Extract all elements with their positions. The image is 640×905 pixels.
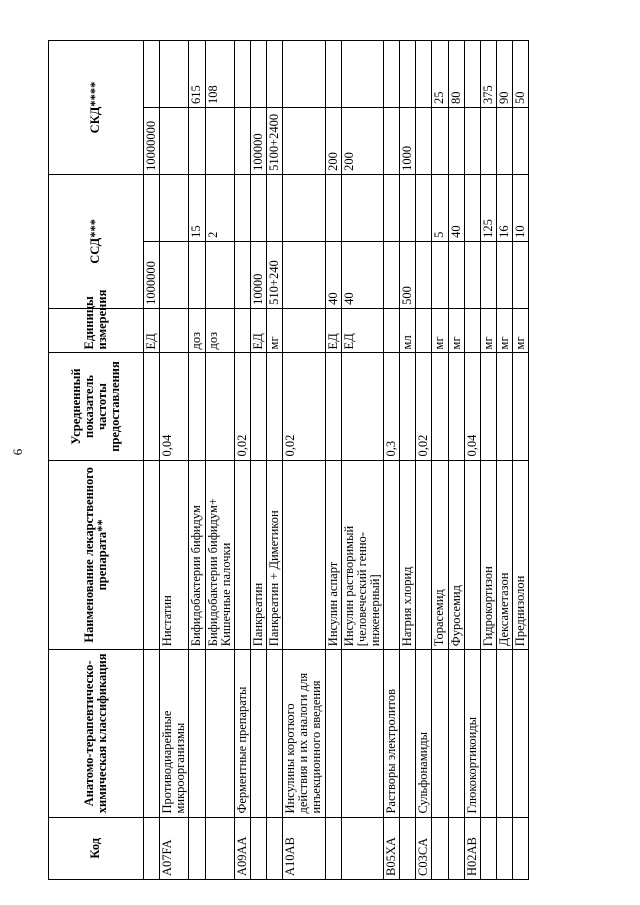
table-row xyxy=(448,41,464,880)
cell-ssd1 xyxy=(513,241,529,308)
cell-unit: доз xyxy=(205,308,234,353)
cell-skd1 xyxy=(448,107,464,174)
cell-ssd2: 125 xyxy=(480,174,496,241)
cell-atx: Глюкокортикоиды xyxy=(464,650,480,817)
table-header-row xyxy=(49,41,144,880)
cell-ssd2 xyxy=(234,174,250,241)
cell-ssd1 xyxy=(234,241,250,308)
cell-code: B05XA xyxy=(384,817,400,879)
cell-drug: Инсулин аспарт xyxy=(325,460,341,650)
cell-atx xyxy=(400,650,416,817)
cell-skd2: 80 xyxy=(448,41,464,108)
cell-ssd1: 40 xyxy=(325,241,341,308)
cell-code xyxy=(400,817,416,879)
table-row xyxy=(325,41,341,880)
cell-drug xyxy=(283,460,325,650)
cell-unit: ЕД xyxy=(341,308,383,353)
cell-unit xyxy=(160,308,189,353)
cell-unit: ЕД xyxy=(250,308,266,353)
cell-ssd2: 16 xyxy=(496,174,512,241)
header-skd: СКД**** xyxy=(49,41,144,175)
cell-atx xyxy=(432,650,448,817)
cell-ssd2 xyxy=(250,174,266,241)
cell-unit: ЕД xyxy=(325,308,341,353)
cell-ssd2 xyxy=(267,174,283,241)
cell-skd1: 5100+2400 xyxy=(267,107,283,174)
table-row xyxy=(513,41,529,880)
cell-unit: мг xyxy=(432,308,448,353)
cell-ssd2 xyxy=(160,174,189,241)
cell-ssd1 xyxy=(480,241,496,308)
page-number: 6 xyxy=(10,448,25,456)
cell-ssd2: 2 xyxy=(205,174,234,241)
header-freq: Усредненный показатель частоты предоставления xyxy=(49,353,144,460)
cell-drug: Бифидобактерии бифидум xyxy=(189,460,205,650)
cell-ssd1 xyxy=(205,241,234,308)
cell-freq xyxy=(513,353,529,460)
cell-drug: Торасемид xyxy=(432,460,448,650)
cell-code xyxy=(496,817,512,879)
cell-freq: 0,02 xyxy=(283,353,325,460)
cell-code xyxy=(513,817,529,879)
table-row xyxy=(283,41,325,880)
cell-skd1 xyxy=(160,107,189,174)
cell-ssd1 xyxy=(496,241,512,308)
cell-ssd1 xyxy=(448,241,464,308)
table-row xyxy=(234,41,250,880)
cell-skd2 xyxy=(384,41,400,108)
table-row xyxy=(341,41,383,880)
cell-code xyxy=(189,817,205,879)
table-row xyxy=(400,41,416,880)
cell-atx xyxy=(513,650,529,817)
cell-unit xyxy=(283,308,325,353)
cell-skd2 xyxy=(416,41,432,108)
cell-unit: мг xyxy=(513,308,529,353)
cell-ssd1 xyxy=(384,241,400,308)
cell-drug: Нистатин xyxy=(160,460,189,650)
cell-skd1: 200 xyxy=(341,107,383,174)
cell-freq xyxy=(480,353,496,460)
cell-skd2: 375 xyxy=(480,41,496,108)
cell-skd1 xyxy=(480,107,496,174)
cell-drug: Преднизолон xyxy=(513,460,529,650)
cell-code xyxy=(432,817,448,879)
cell-freq xyxy=(325,353,341,460)
cell-code xyxy=(250,817,266,879)
cell-ssd1 xyxy=(464,241,480,308)
table-row xyxy=(267,41,283,880)
table-row xyxy=(416,41,432,880)
cell-atx xyxy=(341,650,383,817)
cell-skd2: 50 xyxy=(513,41,529,108)
cell-code: H02AB xyxy=(464,817,480,879)
cell-unit: мг xyxy=(448,308,464,353)
cell-ssd1 xyxy=(189,241,205,308)
cell-freq: 0,04 xyxy=(464,353,480,460)
cell-skd1 xyxy=(496,107,512,174)
cell-atx xyxy=(480,650,496,817)
cell-skd2: 108 xyxy=(205,41,234,108)
cell-skd2 xyxy=(283,41,325,108)
cell-ssd2 xyxy=(283,174,325,241)
cell-ssd2: 40 xyxy=(448,174,464,241)
table-row xyxy=(205,41,234,880)
cell-skd1 xyxy=(205,107,234,174)
cell-unit xyxy=(464,308,480,353)
cell-drug: Фуросемид xyxy=(448,460,464,650)
cell-skd2 xyxy=(144,41,160,108)
cell-ssd1: 10000 xyxy=(250,241,266,308)
table-row xyxy=(250,41,266,880)
cell-drug xyxy=(234,460,250,650)
cell-ssd2: 10 xyxy=(513,174,529,241)
cell-drug: Инсулин растворимый [человеческий генно-инженерный] xyxy=(341,460,383,650)
cell-atx xyxy=(325,650,341,817)
cell-ssd2 xyxy=(384,174,400,241)
cell-unit: мг xyxy=(480,308,496,353)
cell-atx: Ферментные препараты xyxy=(234,650,250,817)
cell-ssd2 xyxy=(325,174,341,241)
cell-freq: 0,3 xyxy=(384,353,400,460)
cell-freq xyxy=(250,353,266,460)
cell-atx xyxy=(144,650,160,817)
cell-ssd2: 15 xyxy=(189,174,205,241)
cell-code xyxy=(480,817,496,879)
cell-code xyxy=(267,817,283,879)
cell-freq xyxy=(496,353,512,460)
cell-drug xyxy=(416,460,432,650)
cell-skd1 xyxy=(234,107,250,174)
cell-drug: Натрия хлорид xyxy=(400,460,416,650)
cell-skd1 xyxy=(432,107,448,174)
cell-freq xyxy=(400,353,416,460)
cell-ssd2 xyxy=(144,174,160,241)
table-body xyxy=(144,41,529,880)
cell-skd2 xyxy=(234,41,250,108)
cell-ssd1 xyxy=(160,241,189,308)
header-drug: Наименование лекарственного препарата** xyxy=(49,460,144,650)
cell-freq xyxy=(267,353,283,460)
cell-ssd1: 1000000 xyxy=(144,241,160,308)
drug-table xyxy=(48,40,529,880)
cell-ssd1: 500 xyxy=(400,241,416,308)
cell-code: C03CA xyxy=(416,817,432,879)
cell-unit: ЕД xyxy=(144,308,160,353)
header-atx: Анатомо-терапевтическо-химическая классификация xyxy=(49,650,144,817)
cell-atx xyxy=(267,650,283,817)
cell-atx: Растворы электролитов xyxy=(384,650,400,817)
cell-skd1: 100000 xyxy=(250,107,266,174)
table-row xyxy=(189,41,205,880)
cell-skd1: 1000 xyxy=(400,107,416,174)
cell-drug xyxy=(144,460,160,650)
cell-freq xyxy=(341,353,383,460)
table-row xyxy=(464,41,480,880)
cell-code: A07FA xyxy=(160,817,189,879)
cell-unit xyxy=(384,308,400,353)
cell-code xyxy=(448,817,464,879)
table-row xyxy=(384,41,400,880)
cell-skd2 xyxy=(250,41,266,108)
cell-atx: Сульфонамиды xyxy=(416,650,432,817)
cell-ssd1 xyxy=(416,241,432,308)
cell-unit: мг xyxy=(496,308,512,353)
cell-skd2 xyxy=(341,41,383,108)
cell-ssd1: 40 xyxy=(341,241,383,308)
cell-skd2 xyxy=(400,41,416,108)
cell-skd1 xyxy=(464,107,480,174)
header-code: Код xyxy=(49,817,144,879)
cell-atx xyxy=(189,650,205,817)
cell-drug: Бифидобактерии бифидум+ Кишечные палочки xyxy=(205,460,234,650)
cell-unit: доз xyxy=(189,308,205,353)
header-unit: Единицы измерения xyxy=(49,308,144,353)
cell-skd2 xyxy=(160,41,189,108)
cell-unit: мл xyxy=(400,308,416,353)
cell-atx xyxy=(205,650,234,817)
cell-skd2 xyxy=(464,41,480,108)
cell-skd2: 90 xyxy=(496,41,512,108)
cell-ssd1 xyxy=(283,241,325,308)
cell-freq xyxy=(205,353,234,460)
cell-freq xyxy=(189,353,205,460)
cell-unit xyxy=(234,308,250,353)
table-row xyxy=(144,41,160,880)
cell-code xyxy=(144,817,160,879)
cell-ssd2 xyxy=(341,174,383,241)
cell-code xyxy=(205,817,234,879)
cell-atx xyxy=(496,650,512,817)
cell-unit xyxy=(416,308,432,353)
cell-freq: 0,02 xyxy=(416,353,432,460)
cell-skd1 xyxy=(189,107,205,174)
cell-skd2: 615 xyxy=(189,41,205,108)
cell-code: A10AB xyxy=(283,817,325,879)
cell-skd1 xyxy=(416,107,432,174)
cell-atx: Инсулины короткого действия и их аналоги для инъекционного введения xyxy=(283,650,325,817)
cell-drug: Панкреатин xyxy=(250,460,266,650)
cell-unit: мг xyxy=(267,308,283,353)
cell-atx xyxy=(448,650,464,817)
cell-skd1: 10000000 xyxy=(144,107,160,174)
cell-drug: Гидрокортизон xyxy=(480,460,496,650)
table-row xyxy=(480,41,496,880)
header-ssd: ССД*** xyxy=(49,174,144,308)
cell-ssd2 xyxy=(400,174,416,241)
cell-ssd2: 5 xyxy=(432,174,448,241)
cell-drug xyxy=(464,460,480,650)
cell-ssd2 xyxy=(464,174,480,241)
cell-skd1 xyxy=(384,107,400,174)
table-row xyxy=(496,41,512,880)
cell-freq xyxy=(144,353,160,460)
cell-ssd1: 510+240 xyxy=(267,241,283,308)
cell-atx: Противодиарейные микроорганизмы xyxy=(160,650,189,817)
cell-code xyxy=(341,817,383,879)
cell-skd2: 25 xyxy=(432,41,448,108)
rotated-table-container xyxy=(48,40,583,880)
cell-freq: 0,02 xyxy=(234,353,250,460)
cell-ssd2 xyxy=(416,174,432,241)
cell-skd2 xyxy=(325,41,341,108)
cell-skd1: 200 xyxy=(325,107,341,174)
cell-drug xyxy=(384,460,400,650)
cell-drug: Панкреатин + Диметикон xyxy=(267,460,283,650)
cell-drug: Дексаметазон xyxy=(496,460,512,650)
table-row xyxy=(432,41,448,880)
cell-skd2 xyxy=(267,41,283,108)
cell-ssd1 xyxy=(432,241,448,308)
cell-skd1 xyxy=(513,107,529,174)
cell-freq xyxy=(432,353,448,460)
table-row xyxy=(160,41,189,880)
cell-freq: 0,04 xyxy=(160,353,189,460)
cell-code xyxy=(325,817,341,879)
cell-freq xyxy=(448,353,464,460)
cell-code: A09AA xyxy=(234,817,250,879)
cell-atx xyxy=(250,650,266,817)
cell-skd1 xyxy=(283,107,325,174)
